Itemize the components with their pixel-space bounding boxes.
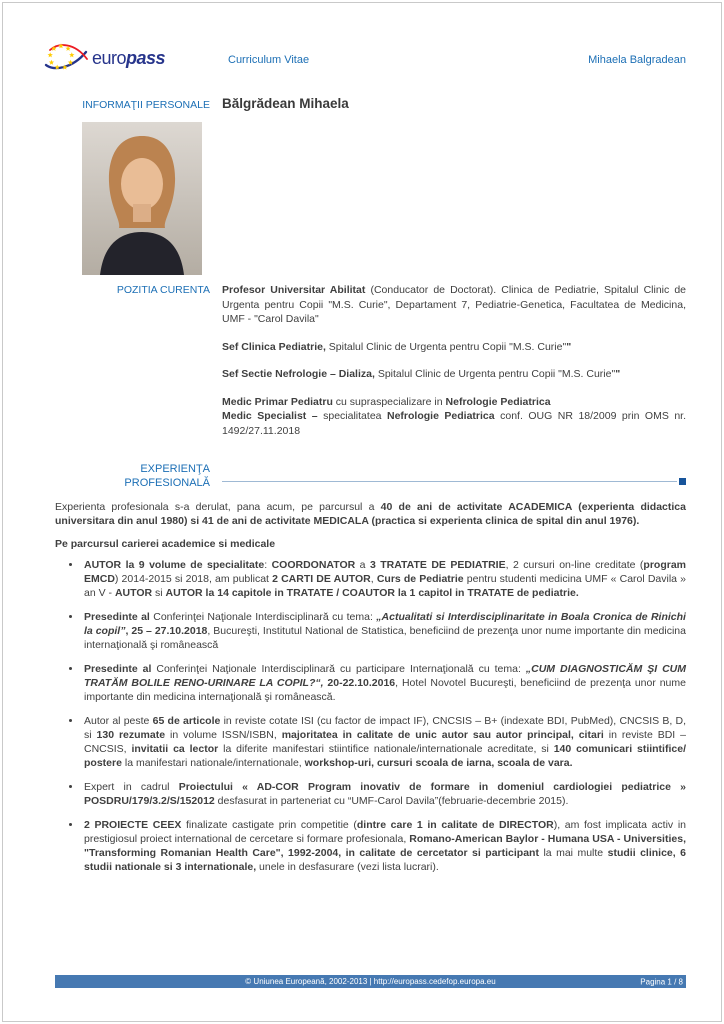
current-position-row [55, 283, 686, 438]
person-name: Bălgrădean Mihaela [222, 96, 349, 111]
experience-bullet-list [55, 558, 686, 874]
position-paragraph-4: Medic Primar Pediatru cu supraspecializare in Nefrologie Pediatrica Medic Specialist – specialitatea Nefrologie Pediatrica conf. OUG NR 18/2009 prin OMS nr. 1492/27.11.2018 [222, 395, 687, 437]
profile-photo [82, 122, 202, 275]
experience-section-label: EXPERIENŢA PROFESIONALĂ [124, 463, 210, 489]
header-owner-name: Mihaela Balgradean [588, 54, 686, 66]
europass-stars-icon [44, 40, 88, 76]
current-position-content [222, 283, 686, 438]
logo-word-euro: euro [92, 47, 127, 68]
experience-bullet-2: • Presedinte al Conferinţei Naţionale Interdisciplinară cu tema: „Actualitati si Interdisciplinaritate in Boala Cronica de Rinichi la copil”, 25 – 27.10.2018, Bucureşti, Institutul National de Statistica, beneficiind de prezenţa unor nume importante din medicina internaţională şi românească [82, 610, 686, 652]
page-header [44, 40, 686, 80]
experience-section-header [55, 462, 686, 490]
footer-page-number: Pagina 1 / 8 [640, 977, 683, 986]
section-rule-line [222, 481, 677, 482]
document-type-title: Curriculum Vitae [228, 54, 310, 66]
section-rule [222, 478, 686, 485]
europass-logo-text [92, 48, 165, 69]
experience-bullet-6: • 2 PROIECTE CEEX finalizate castigate prin competitie (dintre care 1 in calitate de DIRECTOR), am fost implicata activ in prestigiosul proiect international de cercetare si formare profesionala, Romano-American Baylor - Humana USA - Universities, "Transforming Romanian Health Care", 1992-2004, in calitate de cercetator si participant la mai multe studii clinice, 6 studii nationale si 3 internationale, unele in desfasurare (vezi lista lucrari). [82, 818, 686, 874]
personal-info-label: INFORMAŢII PERSONALE [82, 99, 210, 111]
experience-intro: Experienta profesionala s-a derulat, pana acum, pe parcursul a 40 de ani de activitate ACADEMICA (experienta didactica universitara din anul 1980) si 41 de ani de activitate MEDICALA (practica si experienta clinica de spital din anul 1976). [55, 501, 686, 527]
experience-bullet-4: • Autor al peste 65 de articole in reviste cotate ISI (cu factor de impact IF), CNCSIS – B+ (indexate BDI, PubMed), CNCSIS B, D, si 130 rezumate in volume ISSN/ISBN, majoritatea in calitate de unic autor sau autor principal, citari in reviste BDI – CNCSIS, invitatii ca lector la diferite manifestari stiintifice nationale/internationale acreditate, si 140 comunicari stiintifice/ postere la manifestari nationale/internationale, workshop-uri, cursuri scoala de iarna, scoala de vara. [82, 714, 686, 770]
photo-cell [55, 122, 222, 275]
experience-bullet-3: • Presedinte al Conferinţei Naţionale Interdisciplinară cu participare Internaţională cu tema: „CUM DIAGNOSTICĂM ŞI CUM TRATĂM BOLILE RENO-URINARE LA COPIL?“, 20-22.10.2016, Hotel Novotel Bucureşti, beneficiind de prezenţa unor nume importante din medicina internaţională şi românească. [82, 662, 686, 704]
experience-subheading: Pe parcursul carierei academice si medicale [55, 538, 276, 550]
position-paragraph-3: Sef Sectie Nefrologie – Dializa, Spitalul Clinic de Urgenta pentru Copii "M.S. Curie"" [222, 368, 621, 380]
section-rule-endcap [679, 478, 686, 485]
footer-copyright: © Uniunea Europeană, 2002-2013 | http://europass.cedefop.europa.eu [245, 977, 496, 986]
experience-bullet-1: • AUTOR la 9 volume de specialitate: COORDONATOR a 3 TRATATE DE PEDIATRIE, 2 cursuri on-line creditate (program EMCD) 2014-2015 si 2018, am publicat 2 CARTI DE AUTOR, Curs de Pediatrie pentru studenti medicina UMF « Carol Davila » an V - AUTOR si AUTOR la 14 capitole in TRATATE / COAUTOR la 1 capitol in TRATATE de pediatrie. [82, 558, 686, 600]
position-paragraph-1: Profesor Universitar Abilitat (Conducator de Doctorat). Clinica de Pediatrie, Spitalul Clinic de Urgenta pentru Copii "M.S. Curie", Departament 7, Pediatrie-Genetica, Facultatea de Medicina, UMF - "Carol Davila" [222, 284, 686, 325]
personal-info-row [55, 96, 686, 112]
logo-word-pass: pass [126, 47, 166, 68]
photo-row [55, 122, 686, 275]
document-body [55, 96, 686, 884]
experience-bullet-5: • Expert in cadrul Proiectului « AD-COR Program inovativ de formare in domeniul cardiologiei pediatrice » POSDRU/179/3.2/S/152012 desfasurat in parteneriat cu “UMF-Carol Davila”(februarie-decembrie 2015). [82, 780, 686, 808]
page-footer [55, 975, 686, 988]
europass-logo [44, 40, 165, 76]
position-paragraph-2: Sef Clinica Pediatrie, Spitalul Clinic de Urgenta pentru Copii "M.S. Curie"" [222, 340, 572, 353]
current-position-label: POZITIA CURENTA [116, 284, 210, 296]
